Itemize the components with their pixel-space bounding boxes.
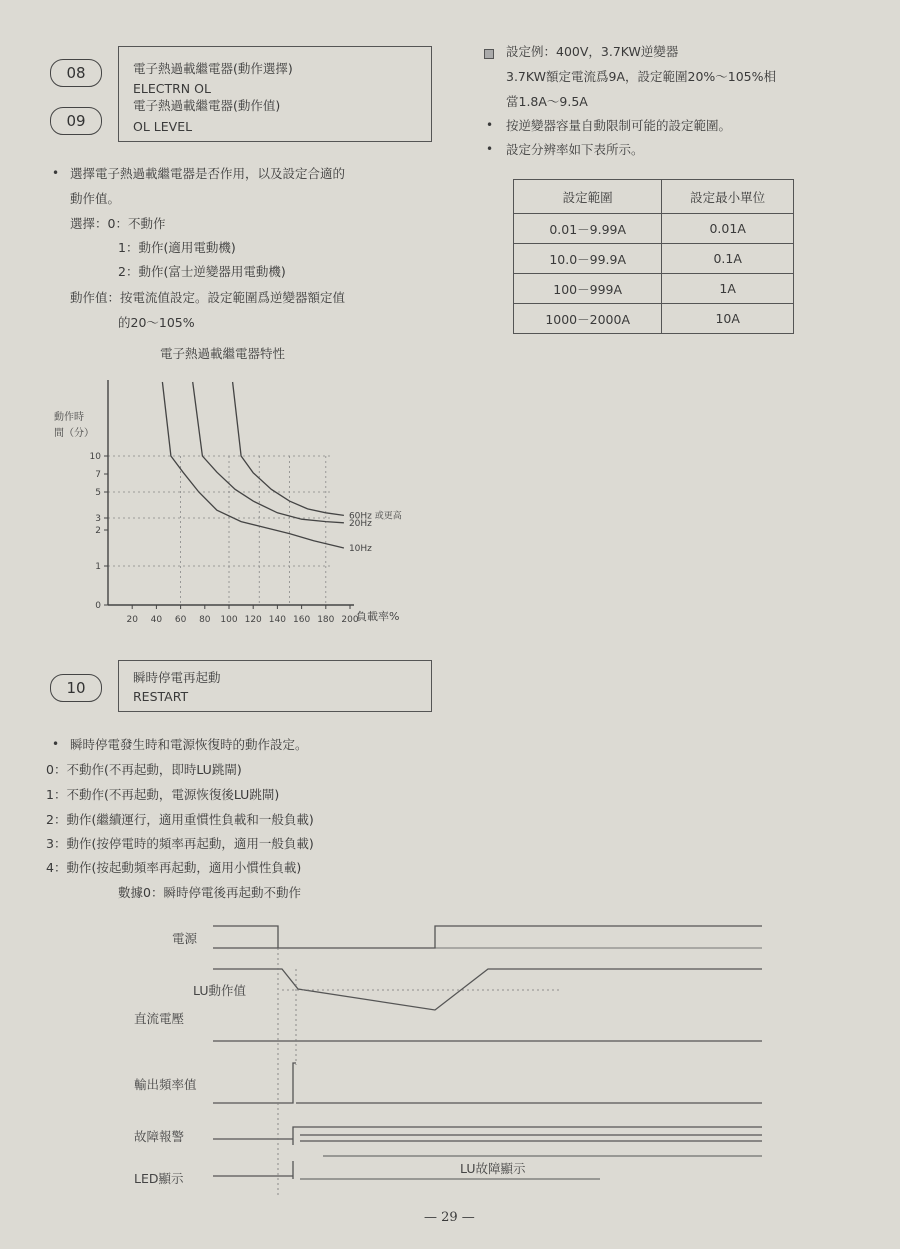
chart-y-tick-label: 3 [95, 514, 101, 524]
table-row [514, 304, 794, 334]
table-row [514, 244, 794, 274]
ol-action-line1: 動作值：按電流值設定。設定範圍爲逆變器額定值 [70, 290, 346, 305]
restart-item-2: 2：動作(繼續運行，適用重慣性負載和一般負載) [46, 812, 314, 827]
param-box-10 [118, 660, 432, 712]
chart-title: 電子熱過載繼電器特性 [160, 346, 286, 361]
restart-desc: 瞬時停電發生時和電源恢復時的動作設定。 [70, 737, 308, 752]
ol-option-2: 2：動作(富士逆變器用電動機) [118, 264, 286, 279]
dc-voltage-signal [213, 969, 762, 1010]
chart-ylabel-2: 間（分） [54, 428, 94, 439]
table-cell: 10A [662, 304, 794, 334]
table-header-unit: 設定最小單位 [662, 180, 794, 214]
ol-characteristic-chart [40, 370, 440, 630]
table-row [514, 214, 794, 244]
ol-desc-line1: 選擇電子熱過載繼電器是否作用，以及設定合適的 [70, 166, 346, 181]
table-header-row [514, 180, 794, 214]
param-10-name-en: RESTART [133, 689, 189, 704]
example-line2: 3.7KW額定電流爲9A，設定範圍20%～105%相 [506, 69, 777, 84]
chart-x-tick-label: 140 [268, 615, 286, 625]
chart-ylabel-1: 動作時 [54, 412, 84, 423]
chart-y-tick-label: 2 [95, 526, 101, 536]
chart-x-tick-label: 180 [317, 615, 335, 625]
table-cell: 0.01A [662, 214, 794, 244]
restart-item-4: 4：動作(按起動頻率再起動，適用小慣性負載) [46, 860, 302, 875]
timing-lu-level-label: LU動作值 [193, 983, 246, 998]
example-line1: 設定例：400V，3.7KW逆變器 [506, 44, 679, 59]
chart-y-tick-label: 5 [95, 488, 101, 498]
table-cell: 0.1A [662, 244, 794, 274]
chart-series-label: 10Hz [348, 544, 372, 554]
ol-select-line: 選擇：0：不動作 [70, 216, 166, 231]
bullet-icon: • [486, 142, 494, 156]
chart-x-tick-label: 20 [126, 615, 138, 625]
ol-action-line2: 的20～105% [118, 315, 195, 330]
table-row [514, 274, 794, 304]
example-note2: 設定分辨率如下表所示。 [506, 142, 644, 157]
chart-y-tick-label: 1 [95, 562, 101, 572]
chart-series-line [233, 382, 344, 515]
example-line3: 當1.8A～9.5A [506, 94, 588, 109]
chart-x-tick-label: 40 [150, 615, 163, 625]
chart-x-tick-label: 120 [244, 615, 262, 625]
restart-item-0: 0：不動作(不再起動，即時LU跳閘) [46, 762, 242, 777]
restart-item-1: 1：不動作(不再起動，電源恢復後LU跳閘) [46, 787, 280, 802]
bullet-icon: • [52, 166, 60, 180]
table-cell: 1A [662, 274, 794, 304]
chart-x-tick-label: 100 [220, 615, 238, 625]
bullet-icon: • [52, 737, 60, 751]
table-cell: 1000－2000A [514, 304, 662, 334]
chart-series-label: 60Hz 或更高 [348, 511, 402, 522]
param-10-name-zh: 瞬時停電再起動 [133, 670, 221, 685]
restart-item-3: 3：動作(按停電時的頻率再起動，適用一般負載) [46, 836, 314, 851]
example-note1: 按逆變器容量自動限制可能的設定範圍。 [506, 118, 732, 133]
chart-x-tick-label: 60 [174, 615, 187, 625]
table-cell: 0.01－9.99A [514, 214, 662, 244]
square-bullet-icon [484, 49, 494, 59]
timing-fault-alarm-label: 故障報警 [134, 1129, 185, 1144]
timing-output-freq-label: 輸出頻率值 [134, 1077, 197, 1092]
timing-power-label: 電源 [172, 931, 198, 946]
table-cell: 10.0－99.9A [514, 244, 662, 274]
table-cell: 100－999A [514, 274, 662, 304]
timing-dc-voltage-label: 直流電壓 [134, 1011, 185, 1026]
ol-option-1: 1：動作(適用電動機) [118, 240, 236, 255]
fault-alarm-signal [293, 1127, 762, 1145]
power-signal [213, 926, 762, 948]
chart-y-tick-label: 7 [95, 470, 101, 480]
param-09-name-en: OL LEVEL [133, 119, 193, 134]
param-box-08-09 [118, 46, 432, 142]
chart-x-tick-label: 80 [199, 615, 211, 625]
table-header-range: 設定範圍 [514, 180, 662, 214]
chart-series-line [162, 382, 344, 548]
chart-series-label: 20Hz [348, 518, 372, 529]
resolution-table [513, 179, 794, 334]
chart-y-tick-label: 10 [89, 452, 101, 462]
timing-led-label: LED顯示 [134, 1171, 184, 1186]
timing-lu-fault-label: LU故障顯示 [460, 1161, 526, 1176]
param-code-08: 08 [50, 59, 102, 87]
param-09-name-zh: 電子熱過載繼電器(動作值) [133, 98, 281, 113]
ol-desc-line2: 動作值。 [70, 191, 121, 206]
chart-x-tick-label: 160 [293, 615, 311, 625]
param-08-name-en: ELECTRN OL [133, 81, 211, 96]
output-freq-signal [213, 1063, 296, 1103]
page-number: — 29 — [424, 1210, 475, 1225]
chart-xlabel: 負載率% [356, 610, 400, 623]
param-code-10: 10 [50, 674, 102, 702]
timing-diagram [0, 905, 900, 1195]
bullet-icon: • [486, 118, 494, 132]
chart-series-line [193, 382, 344, 523]
chart-x-tick-label: 200 [341, 615, 359, 625]
chart-y-tick-label: 0 [95, 601, 101, 611]
param-08-name-zh: 電子熱過載繼電器(動作選擇) [133, 61, 293, 76]
param-code-09: 09 [50, 107, 102, 135]
timing-caption: 數據0：瞬時停電後再起動不動作 [118, 885, 301, 900]
